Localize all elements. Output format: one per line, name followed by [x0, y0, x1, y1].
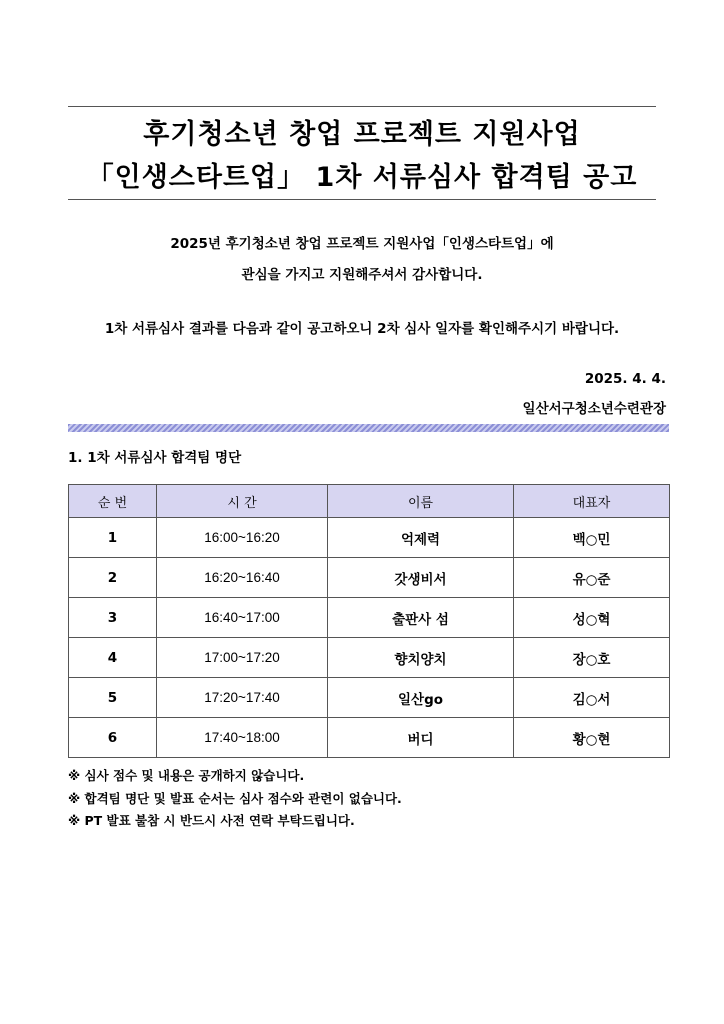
row-team-name: 출판사 섬	[328, 598, 514, 638]
row-number: 5	[69, 678, 157, 718]
row-number: 6	[69, 718, 157, 758]
row-number: 3	[69, 598, 157, 638]
row-number: 4	[69, 638, 157, 678]
row-team-name: 향치양치	[328, 638, 514, 678]
row-time: 17:20~17:40	[157, 678, 328, 718]
row-time: 16:40~17:00	[157, 598, 328, 638]
row-team-name: 억제력	[328, 518, 514, 558]
row-representative: 장○호	[514, 638, 670, 678]
table-row	[69, 598, 670, 638]
page-title-line2: 「인생스타트업」 1차 서류심사 합격팀 공고	[86, 162, 638, 193]
table-row	[69, 678, 670, 718]
intro-line1: 2025년 후기청소년 창업 프로젝트 지원사업「인생스타트업」에	[170, 236, 554, 252]
row-number: 1	[69, 518, 157, 558]
header-representative: 대표자	[514, 485, 670, 518]
decorative-stripe-divider	[68, 424, 669, 432]
row-time: 17:00~17:20	[157, 638, 328, 678]
row-team-name: 버디	[328, 718, 514, 758]
table-row	[69, 558, 670, 598]
note-order-unrelated: ※ 합격팀 명단 및 발표 순서는 심사 점수와 관련이 없습니다.	[68, 791, 402, 806]
table-row	[69, 518, 670, 558]
row-time: 16:20~16:40	[157, 558, 328, 598]
row-representative: 유○준	[514, 558, 670, 598]
row-team-name: 일산go	[328, 678, 514, 718]
row-number: 2	[69, 558, 157, 598]
title-bottom-rule	[68, 199, 656, 200]
section-title: 1. 1차 서류심사 합격팀 명단	[68, 450, 242, 466]
organization-name: 일산서구청소년수련관장	[522, 401, 666, 417]
page-title-line1: 후기청소년 창업 프로젝트 지원사업	[143, 119, 581, 150]
passed-teams-table	[68, 484, 670, 758]
note-score-private: ※ 심사 점수 및 내용은 공개하지 않습니다.	[68, 768, 305, 783]
header-time: 시 간	[157, 485, 328, 518]
intro-line2: 관심을 가지고 지원해주셔서 감사합니다.	[241, 267, 483, 283]
announcement-date: 2025. 4. 4.	[584, 371, 666, 387]
intro-line3: 1차 서류심사 결과를 다음과 같이 공고하오니 2차 심사 일자를 확인해주시기 바랍니다.	[104, 321, 620, 337]
note-absence-contact: ※ PT 발표 불참 시 반드시 사전 연락 부탁드립니다.	[68, 813, 355, 828]
row-representative: 김○서	[514, 678, 670, 718]
table-header-row	[69, 485, 670, 518]
header-team-name: 이름	[328, 485, 514, 518]
row-time: 16:00~16:20	[157, 518, 328, 558]
row-representative: 백○민	[514, 518, 670, 558]
row-time: 17:40~18:00	[157, 718, 328, 758]
table-row	[69, 638, 670, 678]
title-top-rule	[68, 106, 656, 107]
table-row	[69, 718, 670, 758]
row-representative: 성○혁	[514, 598, 670, 638]
row-representative: 황○현	[514, 718, 670, 758]
header-number: 순 번	[69, 485, 157, 518]
row-team-name: 갓생비서	[328, 558, 514, 598]
